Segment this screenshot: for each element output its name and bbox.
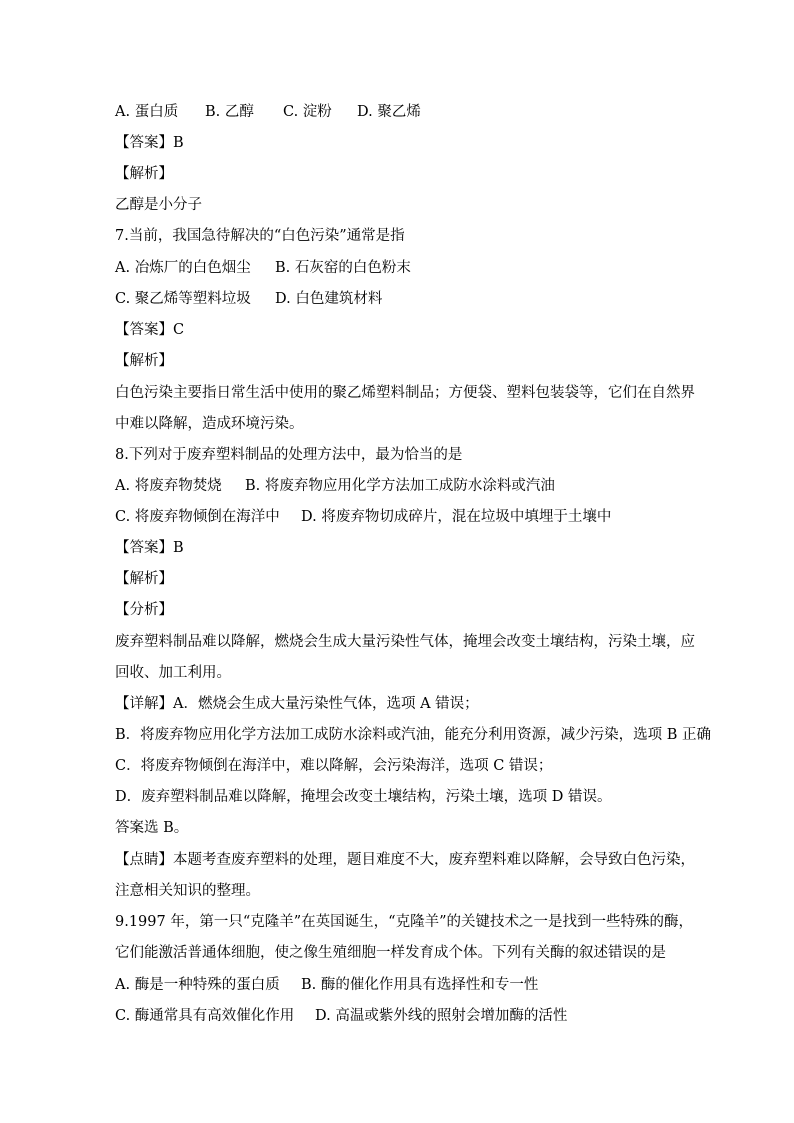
q6-option-d: D. 聚乙烯: [357, 104, 421, 120]
q8-analysis-label: 【解析】: [115, 571, 173, 587]
q8-fenxi-line-1: 废弃塑料制品难以降解，燃烧会生成大量污染性气体，掩埋会改变土壤结构，污染土壤，应: [115, 634, 695, 650]
q6-analysis-label: 【解析】: [115, 166, 173, 182]
q8-option-b: B. 将废弃物应用化学方法加工成防水涂料或汽油: [245, 478, 555, 494]
q8-answer: 【答案】B: [115, 540, 184, 556]
q6-option-a: A. 蛋白质: [115, 104, 179, 120]
q9-stem-line-2: 它们能激活普通体细胞，使之像生殖细胞一样发育成个体。下列有关酶的叙述错误的是: [115, 945, 666, 961]
q8-options-row2: [115, 507, 611, 527]
q8-stem: 8.下列对于废弃塑料制品的处理方法中，最为恰当的是: [115, 447, 463, 463]
q9-options-row1: [115, 975, 538, 995]
q8-detail-line-4: D．废弃塑料制品难以降解，掩埋会改变土壤结构，污染土壤，选项 D 错误。: [115, 789, 612, 805]
q7-options-row1: [115, 258, 411, 278]
q8-fenxi-label: 【分析】: [115, 602, 173, 618]
q8-detail-line-3: C．将废弃物倾倒在海洋中，难以降解，会污染海洋，选项 C 错误；: [115, 758, 553, 774]
q7-option-a: A. 冶炼厂的白色烟尘: [115, 260, 251, 276]
q8-options-row1: [115, 476, 555, 496]
q8-option-a: A. 将废弃物焚烧: [115, 478, 222, 494]
q7-analysis-line-1: 白色污染主要指日常生活中使用的聚乙烯塑料制品；方便袋、塑料包装袋等，它们在自然界: [115, 385, 695, 401]
q8-fenxi-line-2: 回收、加工利用。: [115, 665, 231, 681]
q7-option-c: C. 聚乙烯等塑料垃圾: [115, 291, 251, 307]
q7-option-d: D. 白色建筑材料: [275, 291, 383, 307]
q8-option-c: C. 将废弃物倾倒在海洋中: [115, 509, 280, 525]
q7-analysis-line-2: 中难以降解，造成环境污染。: [115, 416, 304, 432]
q6-option-b: B. 乙醇: [205, 104, 254, 120]
q8-detail-line-1: 【详解】A．燃烧会生成大量污染性气体，选项 A 错误；: [115, 696, 479, 712]
q9-stem-line-1: 9.1997 年，第一只“克隆羊”在英国诞生，“克隆羊”的关键技术之一是找到一些特殊的酶，: [115, 914, 693, 930]
q9-option-b: B. 酶的催化作用具有选择性和专一性: [301, 977, 539, 993]
q7-answer: 【答案】C: [115, 322, 185, 338]
q8-final-answer: 答案选 B。: [115, 820, 189, 836]
q7-options-row2: [115, 289, 382, 309]
q7-option-b: B. 石灰窑的白色粉末: [275, 260, 411, 276]
q9-option-c: C. 酶通常具有高效催化作用: [115, 1008, 295, 1024]
q8-option-d: D. 将废弃物切成碎片，混在垃圾中填埋于土壤中: [301, 509, 612, 525]
q7-stem: 7.当前，我国急待解决的“白色污染”通常是指: [115, 228, 405, 244]
q6-answer: 【答案】B: [115, 135, 184, 151]
q6-option-c: C. 淀粉: [283, 104, 332, 120]
q6-analysis: 乙醇是小分子: [115, 197, 202, 213]
q8-detail-line-2: B．将废弃物应用化学方法加工成防水涂料或汽油，能充分利用资源，减少污染，选项 B 正确: [115, 727, 712, 743]
q6-options: [115, 102, 421, 122]
q7-analysis-label: 【解析】: [115, 353, 173, 369]
q8-dianjing-line-2: 注意相关知识的整理。: [115, 883, 260, 899]
q9-option-a: A. 酶是一种特殊的蛋白质: [115, 977, 280, 993]
q8-dianjing-line-1: 【点睛】本题考查废弃塑料的处理，题目难度不大，废弃塑料难以降解，会导致白色污染，: [115, 852, 695, 868]
q9-option-d: D. 高温或紫外线的照射会增加酶的活性: [315, 1008, 568, 1024]
q9-options-row2: [115, 1006, 567, 1026]
